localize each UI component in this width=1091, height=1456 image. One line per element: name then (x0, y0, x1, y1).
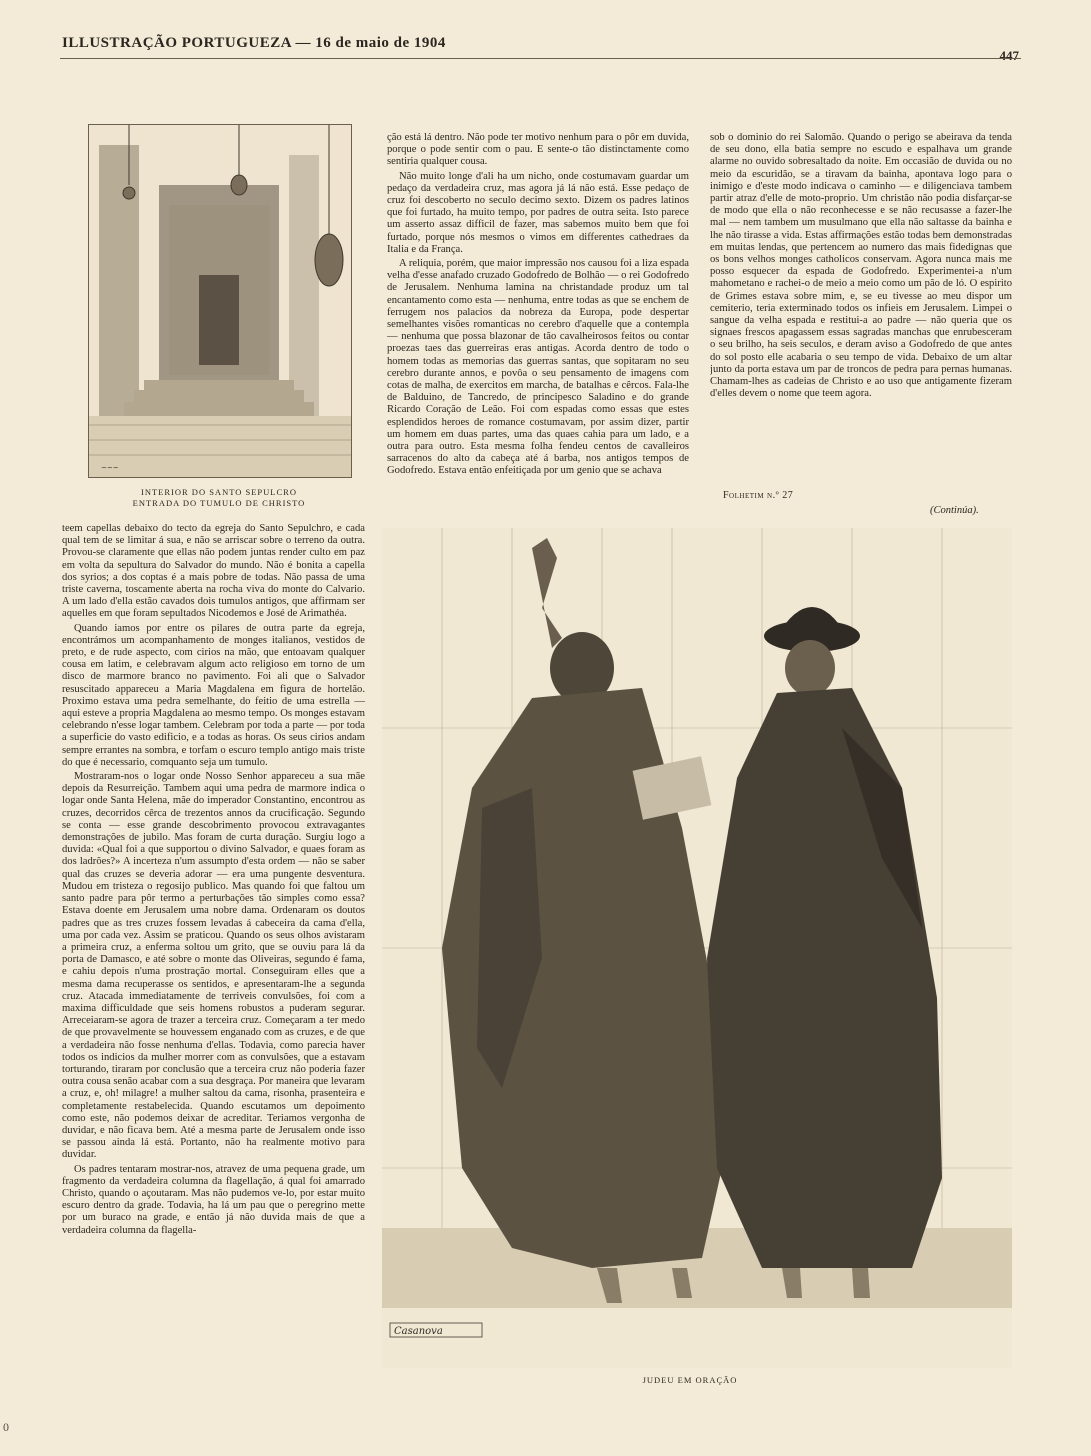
paragraph: ção está lá dentro. Não pode ter motivo nenhum para o pôr em duvida, porque o pode sentir com o pau. E sente-o tão distinctamente como sentiria qualquer cousa. (387, 132, 689, 168)
column-left (62, 523, 365, 1383)
figure-santo-sepulcro (88, 124, 352, 478)
paragraph: Mostraram-nos o logar onde Nosso Senhor appareceu a sua mãe depois da Resurreição. Tambem aqui uma pedra de marmore indica o logar onde Santa Helena, mãe do imperador Constantino, encontrou as cruzes, decorridos cêrca de trezentos annos da crucificação. Segundo se conta — esse grande descobrimento provocou extravagantes demonstrações de jubilo. Mas foram de curta duração. Surgiu logo a duvida: «Qual foi a que supportou o divino Salvador, e quaes foram as dos ladrões?» A incerteza n'um assumpto d'esta ordem — não se saber qual das cruzes se deveria adorar — era uma pungente desventura. Mudou em tristeza o regosijo publico. Mas quando foi que faltou um santo padre para pôr termo a perturbações tão simples como essa? Estava doente em Jerusalem uma nobre dama. Ordenaram os doutos padres que as tres cruzes fossem levadas á cabeceira da cama d'ella, uma por cada vez. Assim se praticou. Quando os seus olhos avistaram a primeira cruz, a enferma soltou um grito, que se ouviu para lá da porta de Damasco, e até sobre o monte das Oliveiras, segundo é fama, e cahiu depois n'uma prostração mortal. Conseguiram elles que a mesma dama recuperasse os sentidos, e apresentaram-lhe a segunda cruz. Atacada immediatamente de terriveis convulsões, foi com a maxima difficuldade que seis homens robustos a puderam segurar. Arreceiaram-se agora de trazer a terceira cruz. Começaram a ter medo de que provavelmente se houvessem enganado com as cruzes, e de que a verdadeira não fosse nenhuma d'ellas. Todavia, como parecia haver todos os indicios da mulher morrer com as convulsões, que a estavam torturando, tiraram por conclusão que a terceira cruz não poderia fazer outra cousa senão acabar com a sua desgraça. Por maneira que levaram a cruz, e, oh! milagre! a mulher saltou da cama, risonha, prasenteira e completamente restabelecida. Quando escutamos um depoimento como este, não podemos deixar de acreditar. Teriamos vergonha de duvidar, e não ficava bem. Até a mesma parte de Jerusalem onde isso se passou ainda lá está. Portanto, não ha realmente motivo para duvidar. (62, 771, 365, 1161)
page-number: 447 (999, 48, 1019, 63)
column-right-top (710, 132, 1012, 484)
paragraph: Os padres tentaram mostrar-nos, atravez de uma pequena grade, um fragmento da verdadeira columna da flagellação, á qual foi amarrado Christo, quando o açoutaram. Mas não pudemos ve-lo, por estar muito escuro dentro da grade. Todavia, ha lá um pau que o peregrino mette por um buraco na grade, e então já não duvida mais de que a verdadeira columna da flagella- (62, 1163, 365, 1236)
column-middle-top (387, 132, 689, 520)
page-header-title: ILLUSTRAÇÃO PORTUGUEZA — 16 de maio de 1904 (62, 35, 446, 51)
paragraph: Não muito longe d'ali ha um nicho, onde costumavam guardar um pedaço da verdadeira cruz, mas agora já lá não está. Esse pedaço de cruz foi descoberto no seculo decimo sexto. Dizem os padres latinos que foi furtado, ha muito tempo, por padres de outra seita. Isto parece um asserto assaz difficil de fazer, mas sabemos muito bem que foi furtado, porque nós mesmos o vimos em differentes cathedraes da Italia e da França. (387, 170, 689, 255)
sheet-mark: 0 (3, 1420, 9, 1434)
artist-signature-small: ~~~ (101, 464, 119, 472)
sepulcro-illustration (89, 125, 351, 477)
figure-judeu-em-oracao (382, 528, 1012, 1368)
paragraph: Quando iamos por entre os pilares de outra parte da egreja, encontrámos um acompanhamento de monges italianos, vestidos de preto, e de rude aspecto, com cirios na mão, que entoavam qualquer cousa em latim, e celebravam algum acto religioso em torno de um disco de marmore branco no pavimento. Foi ali que o Salvador resuscitado appareceu a Maria Magdalena em figura de hortelão. Proximo estava uma pedra semelhante, do feitio de uma estrella — aqui esteve a propria Magdalena ao mesmo tempo. Os monges estavam celebrando n'esse logar tambem. Celebram por toda a parte — por toda a superficie do vasto edificio, e a todas as horas. Os seus cirios andam sempre errantes na sombra, e torfam o escuro templo antigo mais triste do que é necessario, comquanto seja um tumulo. (62, 622, 365, 768)
judeu-illustration (382, 528, 1012, 1368)
caption-line-2: ENTRADA DO TUMULO DE CHRISTO (132, 498, 306, 508)
caption-line-1: INTERIOR DO SANTO SEPULCRO (141, 487, 297, 497)
continua-label: (Continúa). (930, 505, 979, 516)
paragraph: sob o dominio do rei Salomão. Quando o perigo se abeirava da tenda de seu dono, ella batia sempre no escudo e espalhava um grande alarme no ouvido sobresaltado da noite. Em occasião de duvida ou no meio da escuridão, se a tiravam da bainha, apontava logo para o inimigo e d'este modo indicava o caminho — e diligenciava tambem partir atraz d'elle de moto-proprio. Um christão não podia disfarçar-se de modo que ella o não reconhecesse e se não recusasse a fazer-lhe mal — nem tambem um musulmano que ella não saltasse da bainha e lhe não tirasse a vida. Estas affirmações estão todas bem demonstradas em muitas lendas, que pertencem ao numero das mais fidedignas que os bons velhos monges catholicos conservam. Agora nunca mais me posso esquecer da espada de Godofredo. Experimentei-a n'um mahometano e rachei-o de meio a meio como um pão de ló. O espirito de Grimes estava sobre mim, e, se eu tivesse ao meu dispor um cemiterio, teria exterminado todos os infieis em Jerusalem. Limpei o sangue da velha espada e restitui-a ao padre — não queria que os signaes frescos apagassem essas sagradas manchas que enrubesceram o seu brilho, ha seis seculos, e deram aviso a Godofredo de que antes do sol posto elle acabaria o seu tempo de vida. Debaixo de um altar junto da porta estava um par de troncos de pedra para pernas humanas. Chamam-lhes as cadeias de Christo e ao uso que antigamente fizeram d'elles devem o nome que teem agora. (710, 132, 1012, 400)
paragraph: A reliquia, porém, que maior impressão nos causou foi a liza espada velha d'esse anafado cruzado Godofredo de Bolhão — o rei Godofredo de Jerusalem. Nenhuma lamina na christandade produz um tal encantamento como esta — nenhuma, entre todas as que se enchem de ferrugem nos palacios da nobreza da Europa, pode despertar semelhantes visões romanticas no cerebro d'aquelle que a contempla — nenhuma que possa blazonar de tão cavalheirosos feitos ou contar proezas taes das guerreiras eras antigas. Acorda dentro de todo o homem todas as memorias das guerras santas, que sopitaram no seu cerebro durante annos, e povôa o seu pensamento de imagens com cotas de malha, de exercitos em marcha, de batalhas e cêrcos. Fala-lhe de Balduino, de Tancredo, de principesco Saladino e do grande Ricardo Coração de Leão. Foi com espadas como essas que estes esplendidos heroes de romance costumavam, por assim dizer, partir um homem em duas partes, uma das quaes cahia para um lado, e a outra para outro. Esta mesma folha fendeu centos de cavalleiros sarracenos do alto da cabeça até á barba, nos antigos tempos de Godofredo. Estava então enfeitiçada por um genio que se achava (387, 258, 689, 477)
svg-text:Casanova: Casanova (394, 1326, 443, 1337)
caption-santo-sepulcro (88, 487, 350, 509)
caption-judeu-em-oracao: JUDEU EM ORAÇÃO (642, 1375, 738, 1385)
folhetim-label: Folhetim n.º 27 (723, 490, 794, 501)
header-rule (60, 58, 1021, 59)
paragraph: teem capellas debaixo do tecto da egreja do Santo Sepulchro, e cada qual tem de se limitar á sua, e não se arriscar sobre o terreno da outra. Provou-se claramente que ellas não podem juntas render culto em paz em volta da sepultura do Salvador do mundo. Não é bonita a capella dos syrios; a dos coptas é a mais pobre de todas. Não passa de uma triste caverna, toscamente aberta na rocha viva do monte do Calvario. A um lado d'ella estão cavados dois tumulos antigos, que affirmam ser aquelles em que foram sepultados Nicodemos e José de Arimathéa. (62, 523, 365, 620)
